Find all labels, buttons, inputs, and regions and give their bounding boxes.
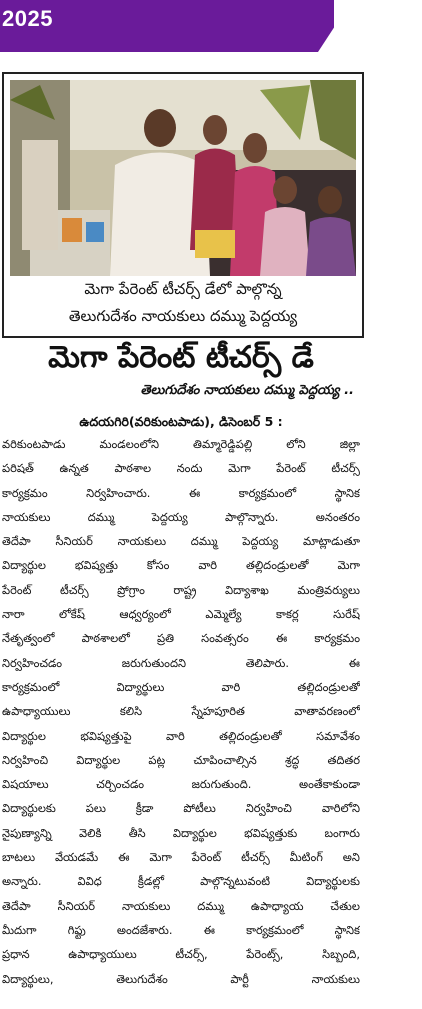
article-dateline: ఉదయగిరి(వరికుంటపాడు), డిసెంబర్ 5 : [79,414,283,429]
body-word: భవిష్యత్తుకు [244,825,298,840]
body-word: టీచర్స్ [59,582,89,597]
caption-line: మెగా పేరెంట్ టీచర్స్ డేలో పాల్గొన్న [84,280,282,298]
body-word: పోటీలు [183,801,216,816]
body-word: వారి [198,558,218,573]
body-word: పరిషత్ [2,461,34,476]
body-word: వేయడమే [54,850,99,865]
body-word: పేరెంట్ [2,582,32,597]
body-word: పలు [85,801,106,816]
body-word: తల్లిదండ్రులతో [245,558,309,573]
body-line [2,772,360,796]
body-word: నిర్వహించారు. [86,485,151,500]
body-word: ఉన్నత [59,461,89,476]
body-word: స్నేహపూరిత [191,704,245,719]
body-word: తెదేపా [2,534,31,549]
body-word: తెలుగుదేశం [116,971,168,986]
body-word: తిమ్మారెడ్డిపల్లి [193,437,253,451]
body-word: తదితర [327,752,360,767]
body-word: నేతృత్వంలో [2,631,55,646]
body-word: తీసి [128,825,146,840]
body-word: ప్రోగ్రాం [117,582,145,597]
body-word: దమ్ము [87,509,115,524]
body-word: రాష్ట్ర [173,582,197,597]
body-word: ఉపాధ్యాయులు [2,704,71,719]
body-word: టీచర్స్ [331,461,360,476]
body-line [2,918,360,942]
body-line [2,651,360,675]
body-word: నిర్వహించడం [2,655,63,670]
body-word: క్రీడల్లో [137,874,164,889]
body-word: చూపించాల్సిన [193,752,257,767]
body-word: ఈ [118,850,130,865]
body-word: విద్యార్థులకు [2,801,56,816]
body-word: విద్యార్థుల [76,752,121,767]
body-line [2,845,360,869]
body-line [2,942,360,966]
body-word: బంగారు [324,825,360,840]
body-word: లోని [286,437,306,451]
body-line [2,481,360,505]
body-word: నిర్వహించి [245,801,292,816]
body-word: కలిసి [119,704,143,719]
body-word: సిబ్బంది, [322,947,360,962]
body-word: టీచర్స్, [175,947,208,962]
body-word: జిల్లా [339,437,360,451]
body-word: మీటింగ్ [289,850,323,865]
body-word: విద్యార్థులు, [2,971,54,986]
body-word: నందు [176,461,203,476]
body-word: నాయకులు [121,898,171,913]
body-word: నాయకులు [311,971,360,986]
body-word: మండలంలోని [99,437,160,451]
body-word: విద్యార్థుల [2,728,46,743]
article-subhead: తెలుగుదేశం నాయకులు దమ్ము పెద్దయ్య .. [140,383,354,398]
body-word: ఈ [348,655,360,670]
body-word: తెలిపారు. [245,655,289,670]
body-word: అనంతరం [315,509,360,524]
body-line [2,626,360,650]
body-word: సీనియర్ [57,898,95,913]
body-word: నాయకులు [2,509,51,524]
body-word: గిఫ్టు [67,922,86,937]
body-word: పెద్దయ్య [242,534,279,549]
body-word: కార్యక్రమంలో [238,485,297,500]
body-word: స్థానిక [334,485,360,500]
body-word: చేతుల [330,898,360,913]
body-word: భవిష్యత్తు [74,558,118,573]
body-line [2,578,360,602]
body-word: ఈ [275,631,288,646]
body-line [2,894,360,918]
body-word: విద్యార్థుల [172,825,217,840]
body-word: అందజేశారు. [116,922,173,937]
body-word: మాట్లాడుతూ [302,534,360,549]
body-word: వెలికి [79,825,102,840]
body-word: భవిష్యత్తుపై [80,728,132,743]
body-word: ప్రతి [157,631,175,646]
body-word: మంత్రివర్యులు [297,582,360,597]
body-line [2,675,360,699]
body-word: టీచర్స్ [241,850,270,865]
body-word: దమ్ము [197,898,224,913]
body-word: ఆధ్వర్యంలో [119,607,171,622]
body-word: కార్యక్రమంలో [2,679,60,694]
body-word: వాతావరణంలో [294,704,360,719]
body-word: పాల్గొన్నటువంటి [200,874,271,889]
body-word: సమావేశం [316,728,360,743]
body-word: పాఠశాలలో [81,631,130,646]
body-word: మీదుగా [2,922,37,937]
body-word: ఈ [203,922,215,937]
body-line [2,602,360,626]
body-word: వారి [221,679,241,694]
body-word: స్థానిక [334,922,360,937]
body-word: అన్నారు. [2,874,42,889]
body-word: పెద్దయ్య [151,509,188,524]
news-photo [10,80,356,276]
body-word: పార్టీ [230,971,249,986]
body-word: దమ్ము [190,534,218,549]
body-word: విద్యార్థులకు [306,874,360,889]
article-headline: మెగా పేరెంట్ టీచర్స్ డే [48,340,314,375]
photo-caption [4,276,362,330]
body-word: నిర్వహించి [2,752,49,767]
body-word: నాయకులు [117,534,167,549]
body-line [2,967,360,991]
body-line [2,748,360,772]
body-word: మెగా [149,850,172,865]
masthead-banner [0,0,362,52]
body-word: సంవత్సరం [201,631,249,646]
body-word: వరికుంటపాడు [2,437,66,451]
body-word: సీనియర్ [55,534,93,549]
body-word: వారి [166,728,185,743]
body-word: ఈ [188,485,201,500]
body-word: నారా [2,607,25,622]
body-line [2,553,360,577]
body-word: తల్లిదండ్రులతో [219,728,282,743]
body-line [2,432,360,456]
body-word: ఉపాధ్యాయ [250,898,304,913]
body-word: వారిలోని [321,801,360,816]
banner-edge-decoration [334,0,362,52]
banner-year: 2025 [2,6,53,31]
body-line [2,505,360,529]
body-word: విద్యాశాఖ [224,582,269,597]
caption-line: తెలుగుదేశం నాయకులు దమ్ము పెద్దయ్య [68,307,298,325]
body-word: మెగా [228,461,251,476]
body-word: అని [342,850,360,865]
article-body [2,432,360,991]
body-word: విద్యార్థుల [2,558,46,573]
body-word: కాకర్ల [276,607,299,622]
body-word: క్రీడా [135,801,154,816]
body-word: పేరెంట్ [191,850,222,865]
body-word: ప్రధాన [2,947,30,962]
body-word: చర్చించడం [96,777,145,792]
body-word: బాటలు [2,850,36,865]
body-word: తెదేపా [2,898,31,913]
body-word: పట్ల [148,752,166,767]
body-word: జరుగుతుంది. [191,777,252,792]
body-word: శ్రద్ధ [284,752,300,767]
body-line [2,869,360,893]
body-word: అంతేకాకుండా [298,777,360,792]
body-word: వివిధ [77,874,102,889]
body-line [2,699,360,723]
body-word: జరుగుతుందని [121,655,186,670]
body-word: తల్లిదండ్రులతో [297,679,360,694]
body-word: విద్యార్థులు [116,679,165,694]
body-word: కార్యక్రమంలో [246,922,304,937]
photo-illustration [10,80,356,276]
body-line [2,796,360,820]
body-word: పేరెంట్ [276,461,306,476]
body-word: పేరెంట్స్, [246,947,284,962]
body-line [2,529,360,553]
body-word: సురేష్ [333,607,360,622]
body-word: కార్యక్రమం [314,631,360,646]
body-word: ఉపాధ్యాయులు [68,947,137,962]
news-photo-frame [2,72,364,338]
body-word: పాల్గొన్నారు. [225,509,279,524]
body-word: ఎమ్మెల్యే [205,607,242,622]
body-word: కార్యక్రమం [2,485,48,500]
body-line [2,821,360,845]
body-line [2,456,360,480]
body-word: విషయాలు [2,777,49,792]
body-word: పాఠశాల [114,461,152,476]
body-word: లోకేష్ [59,607,85,622]
body-word: నైపుణ్యాన్ని [2,825,52,840]
body-line [2,724,360,748]
body-word: మెగా [337,558,360,573]
body-word: కోసం [146,558,170,573]
